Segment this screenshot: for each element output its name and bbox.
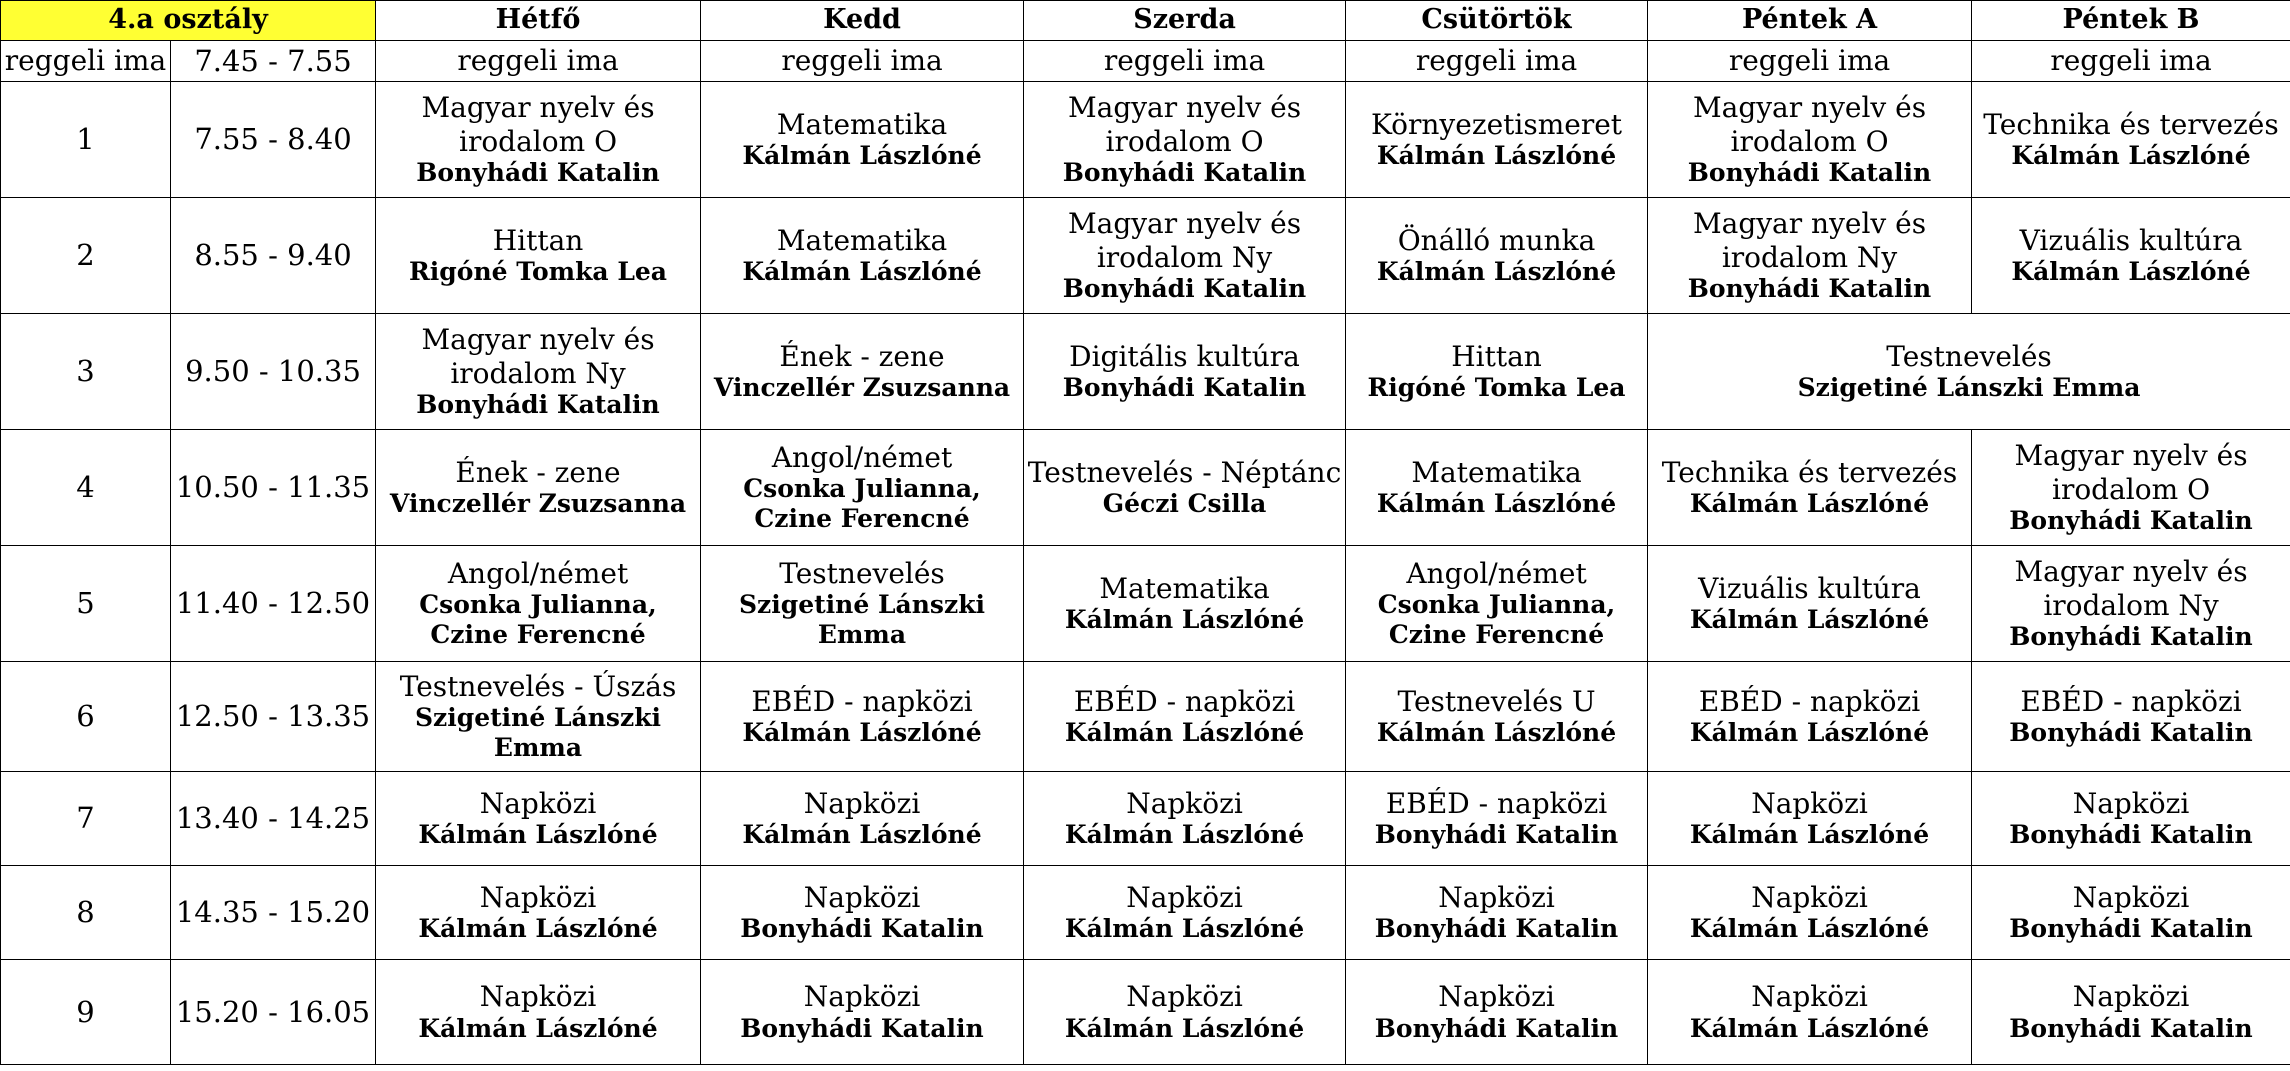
lesson-time: 15.20 - 16.05: [171, 960, 376, 1065]
subject: Magyar nyelv és irodalom Ny: [421, 322, 655, 390]
subject: Napközi: [1126, 980, 1243, 1014]
subject: Napközi: [1751, 786, 1868, 820]
subject: EBÉD - napközi: [1385, 786, 1608, 820]
subject: Angol/német: [447, 556, 629, 590]
lesson-cell: [1972, 772, 2290, 866]
lesson-cell: [1024, 314, 1346, 430]
teacher: Szigetiné Lánszki Emma: [739, 590, 986, 650]
teacher: Bonyhádi Katalin: [1687, 158, 1932, 188]
subject: Technika és tervezés: [1661, 455, 1958, 489]
teacher: Kálmán Lászlóné: [1376, 257, 1617, 287]
subject: Magyar nyelv és irodalom Ny: [1067, 206, 1302, 274]
lesson-number: 5: [1, 546, 171, 662]
subject: Testnevelés - Néptánc: [1027, 455, 1342, 489]
subject: Napközi: [479, 980, 597, 1014]
subject: EBÉD - napközi: [2020, 684, 2242, 718]
lesson-time: 10.50 - 11.35: [171, 430, 376, 546]
lesson-time: 8.55 - 9.40: [171, 198, 376, 314]
teacher: Kálmán Lászlóné: [1376, 718, 1617, 748]
lesson-cell: [1648, 430, 1972, 546]
lesson-cell: [1346, 546, 1648, 662]
lesson-row: [1, 430, 2290, 546]
lesson-cell: [1972, 430, 2290, 546]
lesson-cell: [1972, 546, 2290, 662]
subject: Napközi: [803, 880, 921, 914]
morning-prayer-row: [1, 41, 2290, 82]
teacher: Bonyhádi Katalin: [2009, 718, 2253, 748]
day-header-friday-a: Péntek A: [1648, 1, 1972, 41]
teacher: Vinczellér Zsuzsanna: [713, 373, 1011, 403]
teacher: Kálmán Lászlóné: [418, 1013, 658, 1043]
day-header-monday: Hétfő: [376, 1, 701, 41]
lesson-number: 9: [1, 960, 171, 1065]
lesson-cell: [376, 314, 701, 430]
lesson-cell: [1972, 662, 2290, 772]
lesson-cell: [1346, 866, 1648, 960]
lesson-cell: [701, 866, 1024, 960]
lesson-row: [1, 546, 2290, 662]
teacher: Kálmán Lászlóné: [1064, 605, 1305, 635]
lesson-row: [1, 866, 2290, 960]
lesson-cell: [701, 198, 1024, 314]
lesson-row: [1, 82, 2290, 198]
subject: Napközi: [2072, 786, 2190, 820]
lesson-cell: [1346, 430, 1648, 546]
teacher: Kálmán Lászlóné: [1689, 489, 1930, 519]
subject: Magyar nyelv és irodalom O: [421, 90, 655, 158]
lesson-cell: [701, 772, 1024, 866]
subject: Napközi: [803, 786, 921, 820]
lesson-time: 9.50 - 10.35: [171, 314, 376, 430]
morning-cell: reggeli ima: [1648, 41, 1972, 82]
lesson-cell: [376, 772, 701, 866]
teacher: Bonyhádi Katalin: [1374, 820, 1619, 850]
day-header-wednesday: Szerda: [1024, 1, 1346, 41]
lesson-cell: [1648, 82, 1972, 198]
teacher: Bonyhádi Katalin: [740, 1013, 984, 1043]
lesson-cell: [1024, 866, 1346, 960]
teacher: Csonka Julianna, Czine Ferencné: [1377, 590, 1616, 650]
subject: Matematika: [1411, 455, 1582, 489]
lesson-cell: [1024, 960, 1346, 1065]
lesson-cell: [1346, 198, 1648, 314]
subject: Digitális kultúra: [1069, 339, 1300, 373]
lesson-cell: [701, 314, 1024, 430]
teacher: Vinczellér Zsuzsanna: [389, 489, 687, 519]
day-header-tuesday: Kedd: [701, 1, 1024, 41]
day-header-thursday: Csütörtök: [1346, 1, 1648, 41]
lesson-cell: [376, 960, 701, 1065]
lesson-cell-merged: [1648, 314, 2290, 430]
teacher: Kálmán Lászlóné: [1689, 718, 1930, 748]
lesson-cell: [1346, 960, 1648, 1065]
teacher: Kálmán Lászlóné: [1689, 914, 1930, 944]
subject: Környezetismeret: [1370, 107, 1623, 141]
teacher: Kálmán Lászlóné: [742, 820, 982, 850]
lesson-cell: [1648, 866, 1972, 960]
morning-time: 7.45 - 7.55: [171, 41, 376, 82]
teacher: Kálmán Lászlóné: [1689, 1013, 1930, 1043]
subject: Napközi: [1126, 880, 1243, 914]
lesson-number: 1: [1, 82, 171, 198]
lesson-cell: [1024, 198, 1346, 314]
lesson-cell: [701, 960, 1024, 1065]
teacher: Csonka Julianna, Czine Ferencné: [419, 590, 657, 650]
lesson-number: 7: [1, 772, 171, 866]
subject: Magyar nyelv és irodalom Ny: [2014, 554, 2248, 622]
lesson-cell: [701, 662, 1024, 772]
subject: Ének - zene: [455, 455, 621, 489]
teacher: Kálmán Lászlóné: [1376, 141, 1617, 171]
lesson-row: [1, 314, 2290, 430]
teacher: Bonyhádi Katalin: [1374, 914, 1619, 944]
subject: Napközi: [1438, 880, 1555, 914]
lesson-cell: [1024, 430, 1346, 546]
subject: Magyar nyelv és irodalom O: [2014, 438, 2248, 506]
subject: Angol/német: [1406, 556, 1587, 590]
lesson-cell: [1972, 866, 2290, 960]
lesson-cell: [1648, 960, 1972, 1065]
subject: Testnevelés - Úszás: [399, 669, 677, 703]
lesson-row: [1, 662, 2290, 772]
lesson-cell: [1024, 662, 1346, 772]
teacher: Szigetiné Lánszki Emma: [415, 703, 662, 763]
lesson-time: 14.35 - 15.20: [171, 866, 376, 960]
lesson-cell: [1972, 198, 2290, 314]
teacher: Bonyhádi Katalin: [2009, 622, 2253, 652]
lesson-cell: [1648, 546, 1972, 662]
teacher: Kálmán Lászlóné: [742, 718, 982, 748]
subject: Napközi: [1751, 880, 1868, 914]
lesson-row: [1, 960, 2290, 1065]
teacher: Géczi Csilla: [1102, 489, 1267, 519]
lesson-cell: [1346, 772, 1648, 866]
subject: Testnevelés: [1886, 339, 2052, 373]
teacher: Kálmán Lászlóné: [2011, 257, 2251, 287]
subject: Angol/német: [771, 440, 953, 474]
subject: Matematika: [1099, 571, 1270, 605]
teacher: Bonyhádi Katalin: [740, 914, 984, 944]
lesson-number: 2: [1, 198, 171, 314]
subject: Napközi: [1751, 980, 1868, 1014]
subject: Technika és tervezés: [1983, 107, 2279, 141]
lesson-cell: [1024, 546, 1346, 662]
lesson-number: 3: [1, 314, 171, 430]
subject: Vizuális kultúra: [1698, 571, 1921, 605]
day-header-friday-b: Péntek B: [1972, 1, 2290, 41]
teacher: Kálmán Lászlóné: [1064, 820, 1305, 850]
lesson-cell: [376, 198, 701, 314]
lesson-number: 4: [1, 430, 171, 546]
lesson-cell: [376, 430, 701, 546]
subject: Napközi: [803, 980, 921, 1014]
morning-cell: reggeli ima: [1972, 41, 2290, 82]
subject: Napközi: [1126, 786, 1243, 820]
teacher: Csonka Julianna, Czine Ferencné: [743, 474, 981, 534]
teacher: Bonyhádi Katalin: [1687, 274, 1932, 304]
lesson-cell: [376, 866, 701, 960]
teacher: Kálmán Lászlóné: [1689, 605, 1930, 635]
teacher: Bonyhádi Katalin: [2009, 820, 2253, 850]
lesson-cell: [701, 546, 1024, 662]
teacher: Kálmán Lászlóné: [2011, 141, 2251, 171]
morning-cell: reggeli ima: [1346, 41, 1648, 82]
lesson-cell: [1648, 662, 1972, 772]
lesson-cell: [376, 546, 701, 662]
morning-cell: reggeli ima: [701, 41, 1024, 82]
teacher: Kálmán Lászlóné: [1064, 914, 1305, 944]
subject: Matematika: [776, 107, 948, 141]
lesson-cell: [1024, 772, 1346, 866]
lesson-cell: [1346, 314, 1648, 430]
subject: Magyar nyelv és irodalom O: [1067, 90, 1302, 158]
lesson-time: 7.55 - 8.40: [171, 82, 376, 198]
header-row: [1, 1, 2290, 41]
lesson-number: 6: [1, 662, 171, 772]
teacher: Kálmán Lászlóné: [1064, 718, 1305, 748]
teacher: Rigóné Tomka Lea: [1367, 373, 1626, 403]
teacher: Kálmán Lászlóné: [418, 914, 658, 944]
lesson-cell: [376, 82, 701, 198]
teacher: Rigóné Tomka Lea: [409, 257, 667, 287]
subject: Magyar nyelv és irodalom O: [1692, 90, 1927, 158]
lesson-number: 8: [1, 866, 171, 960]
subject: Önálló munka: [1397, 223, 1596, 257]
subject: Hittan: [1451, 339, 1542, 373]
teacher: Kálmán Lászlóné: [418, 820, 658, 850]
lesson-cell: [376, 662, 701, 772]
subject: Napközi: [479, 786, 597, 820]
subject: EBÉD - napközi: [1698, 684, 1921, 718]
subject: Magyar nyelv és irodalom Ny: [1692, 206, 1927, 274]
teacher: Bonyhádi Katalin: [2009, 914, 2253, 944]
morning-cell: reggeli ima: [376, 41, 701, 82]
subject: Ének - zene: [779, 339, 945, 373]
lesson-row: [1, 772, 2290, 866]
lesson-time: 13.40 - 14.25: [171, 772, 376, 866]
teacher: Kálmán Lászlóné: [1064, 1013, 1305, 1043]
morning-label: reggeli ima: [1, 41, 171, 82]
lesson-cell: [701, 82, 1024, 198]
teacher: Bonyhádi Katalin: [1062, 274, 1307, 304]
teacher: Bonyhádi Katalin: [2009, 506, 2253, 536]
subject: Napközi: [479, 880, 597, 914]
teacher: Kálmán Lászlóné: [742, 257, 982, 287]
teacher: Kálmán Lászlóné: [742, 141, 982, 171]
teacher: Bonyhádi Katalin: [416, 158, 660, 188]
lesson-row: [1, 198, 2290, 314]
teacher: Kálmán Lászlóné: [1376, 489, 1617, 519]
subject: Hittan: [492, 223, 584, 257]
teacher: Szigetiné Lánszki Emma: [1797, 373, 2141, 403]
subject: Testnevelés: [779, 556, 945, 590]
class-label: 4.a osztály: [1, 1, 376, 41]
subject: Napközi: [1438, 980, 1555, 1014]
teacher: Bonyhádi Katalin: [2009, 1013, 2253, 1043]
teacher: Bonyhádi Katalin: [1062, 158, 1307, 188]
lesson-cell: [1648, 198, 1972, 314]
lesson-cell: [1024, 82, 1346, 198]
subject: Vizuális kultúra: [2019, 223, 2243, 257]
teacher: Kálmán Lászlóné: [1689, 820, 1930, 850]
lesson-time: 12.50 - 13.35: [171, 662, 376, 772]
subject: EBÉD - napközi: [1073, 684, 1296, 718]
subject: Napközi: [2072, 880, 2190, 914]
lesson-cell: [1972, 82, 2290, 198]
lesson-cell: [1346, 662, 1648, 772]
lesson-cell: [1648, 772, 1972, 866]
lesson-cell: [1346, 82, 1648, 198]
teacher: Bonyhádi Katalin: [1374, 1013, 1619, 1043]
morning-cell: reggeli ima: [1024, 41, 1346, 82]
subject: Testnevelés U: [1397, 684, 1596, 718]
subject: EBÉD - napközi: [751, 684, 973, 718]
subject: Napközi: [2072, 980, 2190, 1014]
teacher: Bonyhádi Katalin: [416, 390, 660, 420]
teacher: Bonyhádi Katalin: [1062, 373, 1307, 403]
subject: Matematika: [776, 223, 948, 257]
lesson-cell: [701, 430, 1024, 546]
lesson-cell: [1972, 960, 2290, 1065]
lesson-time: 11.40 - 12.50: [171, 546, 376, 662]
